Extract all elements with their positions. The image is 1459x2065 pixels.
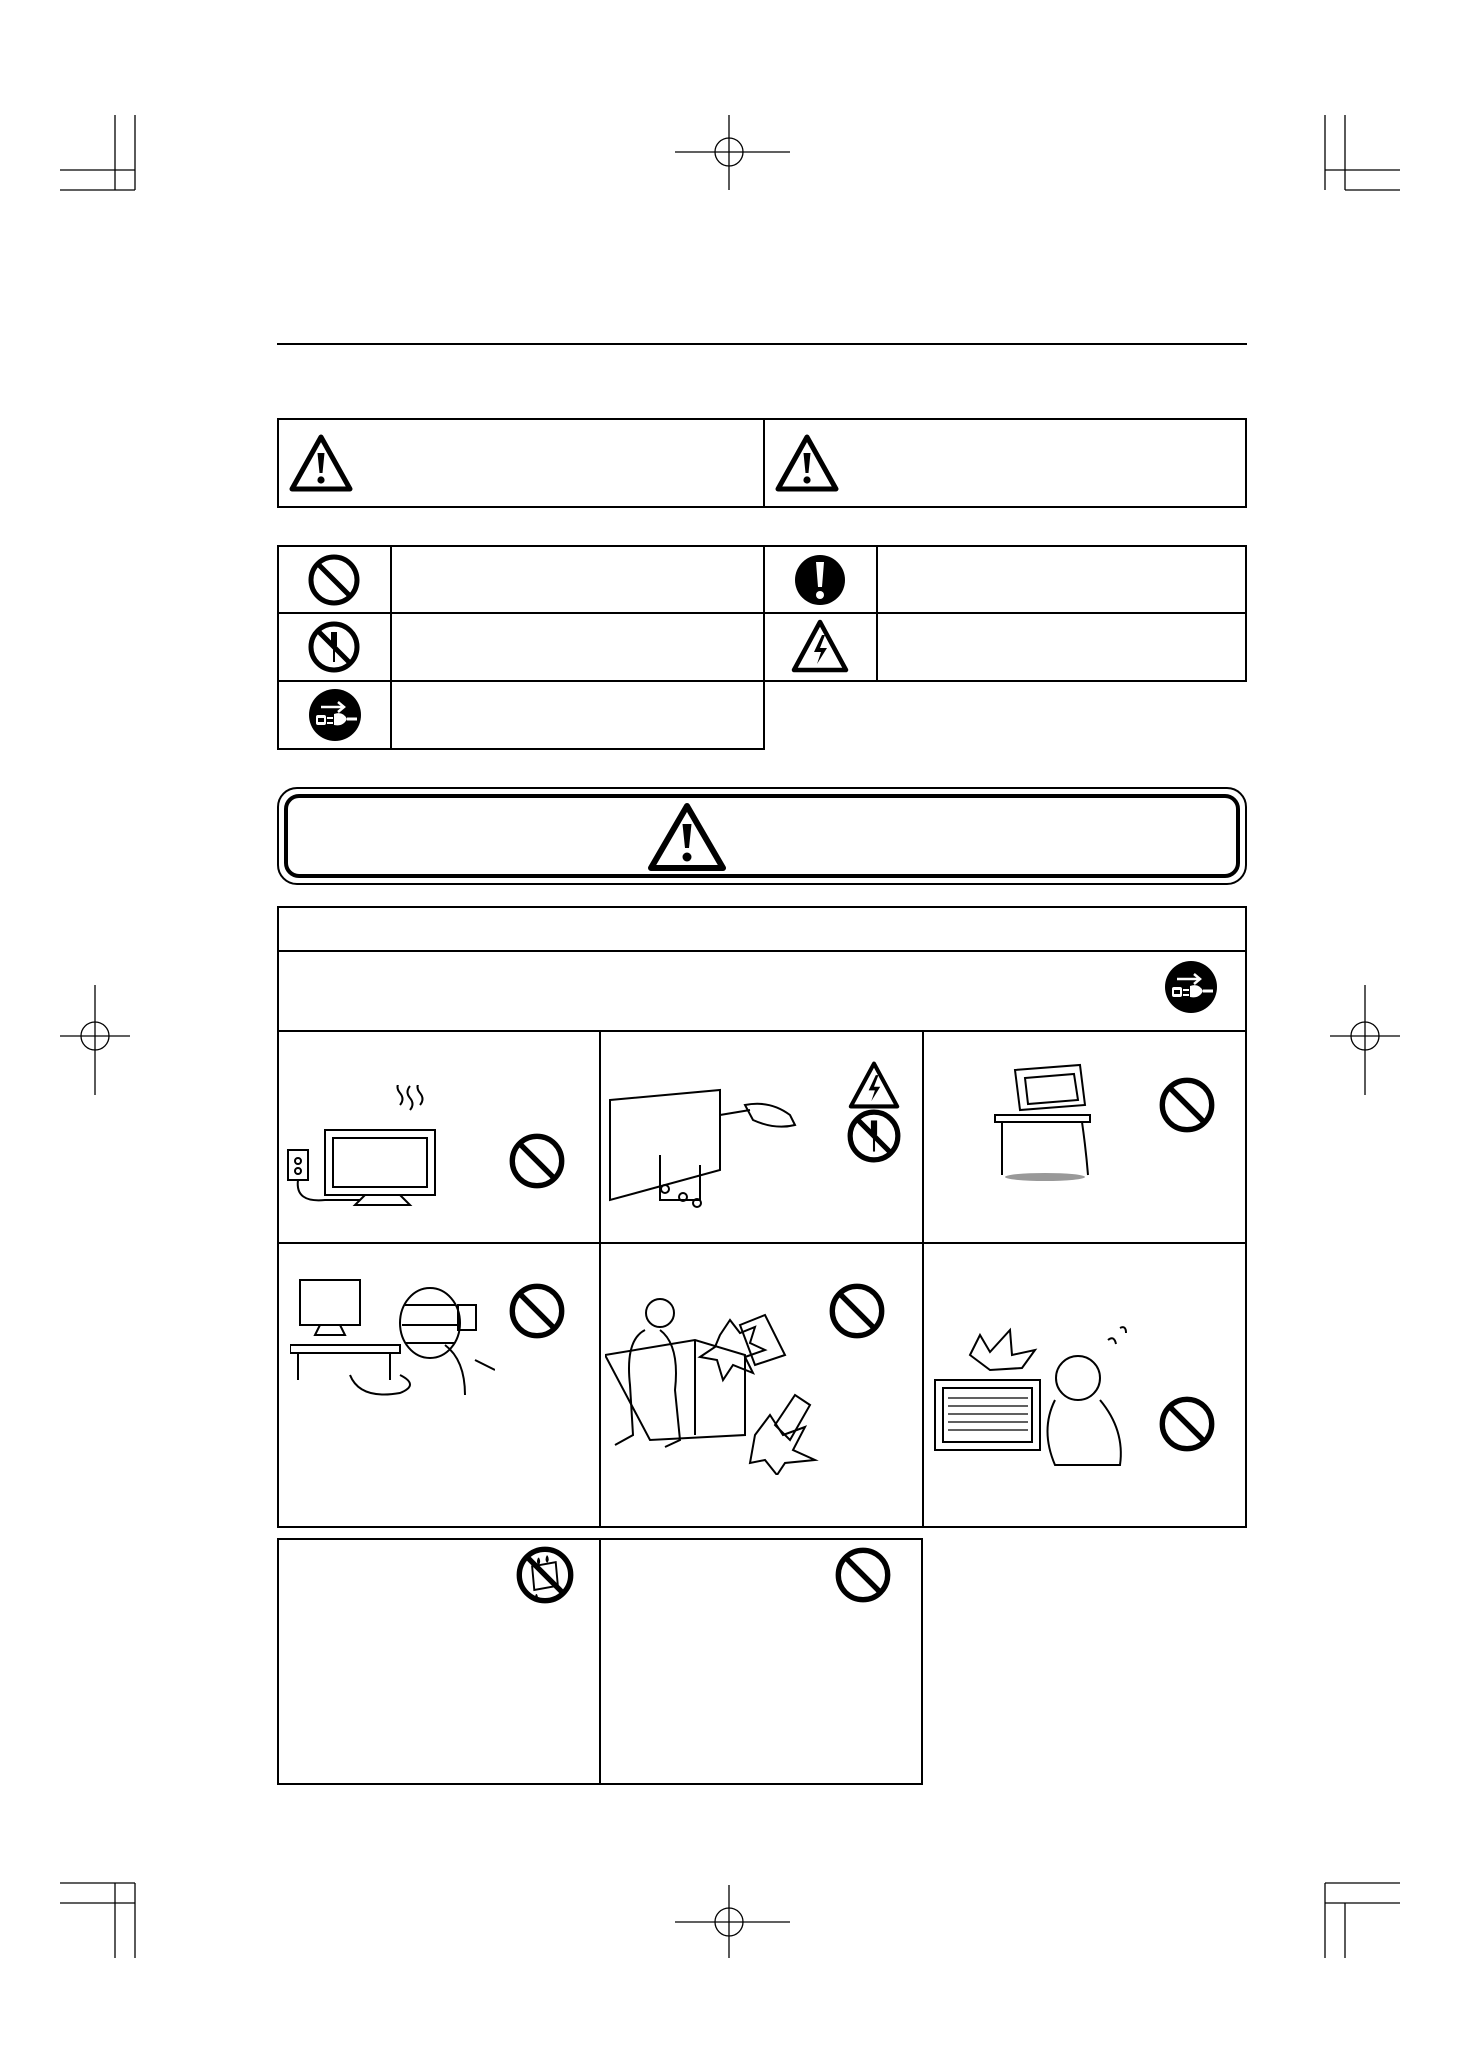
electric-shock-icon	[848, 1060, 900, 1110]
unplug-icon	[1163, 959, 1219, 1015]
warning-row-divider	[277, 1242, 1247, 1244]
do-not-disassemble-icon	[846, 1108, 902, 1164]
unplug-icon	[307, 687, 363, 743]
mandatory-action-icon	[793, 553, 847, 607]
warning-col-divider-2	[922, 1030, 924, 1528]
warning-banner-outer	[277, 787, 1247, 885]
symbol-legend-grid	[277, 545, 1247, 750]
no-water-icon	[515, 1545, 575, 1605]
warning-intro-divider	[277, 1030, 1247, 1032]
symbol-legend	[277, 545, 1247, 750]
prohibited-icon	[828, 1282, 886, 1340]
warning-col-divider-1	[599, 1030, 601, 1528]
illustration-monitor-near-heater	[290, 1275, 495, 1415]
warning-banner-inner	[284, 794, 1240, 878]
prohibited-icon	[508, 1282, 566, 1340]
illustration-monitor-back-screwdriver	[605, 1085, 800, 1210]
hazard-box-warning	[277, 418, 765, 508]
header-rule	[277, 343, 1247, 345]
illustration-monitor-overheating	[285, 1085, 445, 1210]
warning-triangle-icon	[647, 802, 727, 872]
prohibited-icon	[1158, 1395, 1216, 1453]
hazard-box-caution	[763, 418, 1247, 508]
illustration-monitor-on-unstable-table	[990, 1060, 1100, 1185]
do-not-disassemble-icon	[307, 620, 361, 674]
warning-section-title-divider	[277, 950, 1247, 952]
illustration-person-hit-by-monitor	[930, 1300, 1130, 1470]
prohibited-icon	[834, 1546, 892, 1604]
warning-triangle-icon	[775, 433, 839, 493]
electric-shock-icon	[791, 618, 849, 674]
prohibited-icon	[1158, 1076, 1216, 1134]
warning-bottom-divider	[599, 1538, 601, 1785]
illustration-person-dropping-monitor	[605, 1295, 840, 1475]
prohibited-icon	[307, 553, 361, 607]
warning-triangle-icon	[289, 433, 353, 493]
prohibited-icon	[508, 1132, 566, 1190]
